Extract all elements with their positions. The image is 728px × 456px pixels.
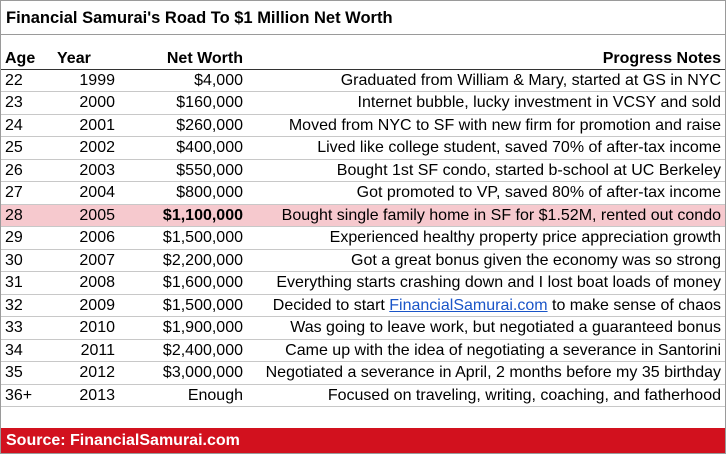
cell-net-worth: $1,500,000 (119, 227, 247, 250)
cell-net-worth: $1,100,000 (119, 204, 247, 227)
cell-net-worth: $3,000,000 (119, 362, 247, 385)
cell-net-worth: $400,000 (119, 137, 247, 160)
cell-age: 26 (1, 159, 53, 182)
header-age: Age (1, 45, 53, 69)
table-row (1, 362, 725, 385)
cell-age: 33 (1, 317, 53, 340)
table-row (1, 159, 725, 182)
cell-year: 2006 (53, 227, 119, 250)
table-row (1, 249, 725, 272)
cell-net-worth: Enough (119, 384, 247, 407)
cell-net-worth: $2,400,000 (119, 339, 247, 362)
cell-net-worth: $2,200,000 (119, 249, 247, 272)
cell-age: 22 (1, 69, 53, 92)
cell-age: 25 (1, 137, 53, 160)
cell-age: 32 (1, 294, 53, 317)
table-row (1, 92, 725, 115)
table-row (1, 137, 725, 160)
cell-net-worth: $160,000 (119, 92, 247, 115)
cell-age: 35 (1, 362, 53, 385)
cell-progress-notes: Negotiated a severance in April, 2 months before my 35 birthday (247, 362, 725, 385)
cell-year: 1999 (53, 69, 119, 92)
table-row (1, 339, 725, 362)
cell-age: 31 (1, 272, 53, 295)
cell-progress-notes: Was going to leave work, but negotiated a guaranteed bonus (247, 317, 725, 340)
table-row (1, 69, 725, 92)
cell-progress-notes: Got promoted to VP, saved 80% of after-tax income (247, 182, 725, 205)
cell-progress-notes (247, 294, 725, 317)
cell-net-worth: $550,000 (119, 159, 247, 182)
table-row (1, 384, 725, 407)
cell-age: 24 (1, 114, 53, 137)
table-row (1, 114, 725, 137)
table-row (1, 272, 725, 295)
cell-progress-notes: Bought single family home in SF for $1.52M, rented out condo (247, 204, 725, 227)
table-row (1, 294, 725, 317)
cell-year: 2005 (53, 204, 119, 227)
cell-age: 29 (1, 227, 53, 250)
notes-text-before: Decided to start (272, 296, 390, 314)
table-row (1, 227, 725, 250)
financial-samurai-link[interactable]: FinancialSamurai.com (389, 296, 548, 314)
cell-age: 27 (1, 182, 53, 205)
cell-net-worth: $1,600,000 (119, 272, 247, 295)
cell-age: 30 (1, 249, 53, 272)
header-net-worth: Net Worth (119, 45, 247, 69)
cell-net-worth: $4,000 (119, 69, 247, 92)
cell-age: 28 (1, 204, 53, 227)
cell-year: 2013 (53, 384, 119, 407)
cell-progress-notes: Came up with the idea of negotiating a severance in Santorini (247, 339, 725, 362)
cell-net-worth: $1,900,000 (119, 317, 247, 340)
cell-progress-notes: Experienced healthy property price appreciation growth (247, 227, 725, 250)
cell-progress-notes: Focused on traveling, writing, coaching, and fatherhood (247, 384, 725, 407)
table-row (1, 317, 725, 340)
table-row-highlighted (1, 204, 725, 227)
table-title: Financial Samurai's Road To $1 Million Net Worth (1, 1, 725, 35)
cell-age: 23 (1, 92, 53, 115)
cell-year: 2007 (53, 249, 119, 272)
table-row (1, 182, 725, 205)
cell-progress-notes: Graduated from William & Mary, started at GS in NYC (247, 69, 725, 92)
header-progress-notes: Progress Notes (247, 45, 725, 69)
cell-progress-notes: Got a great bonus given the economy was so strong (247, 249, 725, 272)
cell-year: 2010 (53, 317, 119, 340)
cell-year: 2012 (53, 362, 119, 385)
cell-year: 2009 (53, 294, 119, 317)
notes-text-after: to make sense of chaos (547, 296, 721, 314)
cell-year: 2002 (53, 137, 119, 160)
cell-progress-notes: Everything starts crashing down and I lost boat loads of money (247, 272, 725, 295)
cell-progress-notes: Moved from NYC to SF with new firm for promotion and raise (247, 114, 725, 137)
cell-year: 2000 (53, 92, 119, 115)
cell-year: 2003 (53, 159, 119, 182)
cell-net-worth: $800,000 (119, 182, 247, 205)
header-row (1, 45, 725, 69)
cell-net-worth: $260,000 (119, 114, 247, 137)
cell-age: 34 (1, 339, 53, 362)
title-spacer (1, 35, 725, 45)
cell-progress-notes: Lived like college student, saved 70% of after-tax income (247, 137, 725, 160)
header-year: Year (53, 45, 119, 69)
cell-net-worth: $1,500,000 (119, 294, 247, 317)
cell-year: 2011 (53, 339, 119, 362)
cell-year: 2004 (53, 182, 119, 205)
cell-year: 2001 (53, 114, 119, 137)
net-worth-table (1, 45, 725, 407)
source-footer: Source: FinancialSamurai.com (1, 428, 725, 453)
cell-age: 36+ (1, 384, 53, 407)
cell-progress-notes: Internet bubble, lucky investment in VCSY and sold (247, 92, 725, 115)
cell-year: 2008 (53, 272, 119, 295)
cell-progress-notes: Bought 1st SF condo, started b-school at UC Berkeley (247, 159, 725, 182)
